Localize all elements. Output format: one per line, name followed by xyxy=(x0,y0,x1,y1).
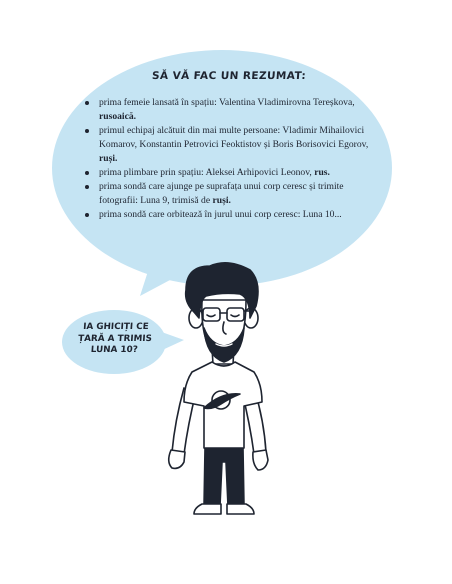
list-item xyxy=(84,180,374,208)
facts-list xyxy=(84,96,374,222)
list-item xyxy=(84,124,374,166)
summary-text-block xyxy=(84,70,374,222)
summary-title: SĂ VĂ FAC UN REZUMAT: xyxy=(151,70,307,82)
fact-nationality: rusoaică. xyxy=(99,111,137,122)
man-character xyxy=(169,263,268,514)
fact-text: prima sondă care ajunge pe suprafața unui corp ceresc și trimite fotografii: Luna 9, trimisă de xyxy=(99,181,344,206)
fact-nationality: ruși. xyxy=(99,153,118,164)
list-item xyxy=(84,96,374,124)
list-item xyxy=(84,166,374,180)
fact-text: primul echipaj alcătuit din mai multe persoane: Vladimir Mihailovici Komarov, Konstantin Petrovici Feoktistov și Boris Borisovici Egorov, xyxy=(99,125,369,150)
fact-nationality: rus. xyxy=(314,167,330,178)
question-text: IA GHICIȚI CE ȚARĂ A TRIMIS LUNA 10? xyxy=(77,322,153,355)
fact-text: prima plimbare prin spațiu: Aleksei Arhipovici Leonov, xyxy=(99,167,315,178)
fact-text: prima femeie lansată în spațiu: Valentina Vladimirovna Tereșkova, xyxy=(99,97,355,108)
fact-text: prima sondă care orbitează în jurul unui corp ceresc: Luna 10... xyxy=(99,209,342,220)
list-item xyxy=(84,208,374,222)
fact-nationality: ruși. xyxy=(212,195,231,206)
